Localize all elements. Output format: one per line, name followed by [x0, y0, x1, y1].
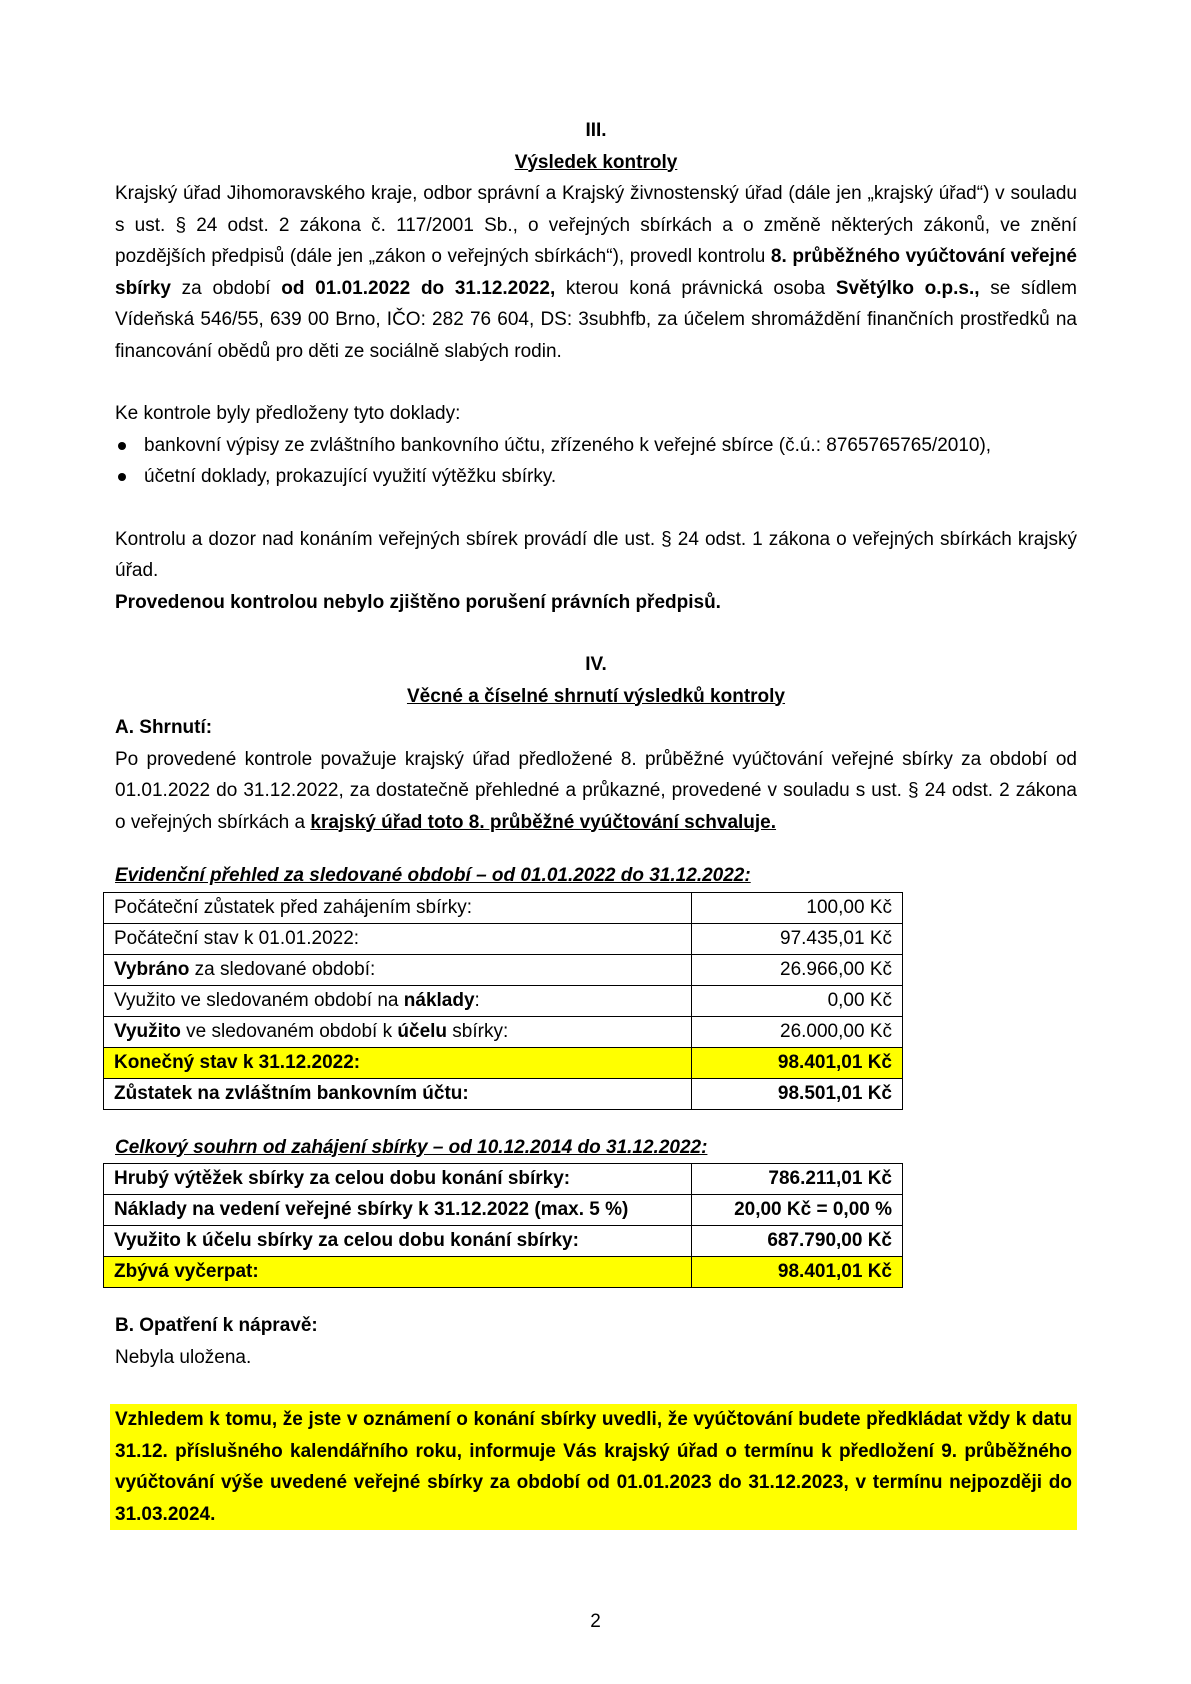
page-number: 2 [590, 1611, 601, 1632]
paragraph-bold-organization: Světýlko o.p.s., [835, 277, 980, 299]
section-number-4: IV. [585, 654, 607, 675]
table-row [104, 1078, 903, 1109]
list-item-text: účetní doklady, prokazující využití výtěžku sbírky. [144, 466, 557, 487]
table-cell-value: 26.000,00 Kč [692, 1016, 903, 1047]
table-cell-label [104, 985, 692, 1016]
spacer [115, 618, 1077, 649]
bullet-icon [118, 473, 126, 481]
table-cell-label [104, 954, 692, 985]
bullet-icon [118, 442, 126, 450]
inspection-result-paragraph [115, 178, 1077, 367]
label-bold: Vybráno [114, 958, 190, 980]
label-text: : [474, 989, 480, 1011]
table-row [104, 923, 903, 954]
supervision-paragraph: Kontrolu a dozor nad konáním veřejných sbírek provádí dle ust. § 24 odst. 1 zákona o veřejných sbírkách krajský úřad. [115, 528, 1077, 581]
deadline-notice: Vzhledem k tomu, že jste v oznámení o konání sbírky uvedli, že vyúčtování budete předkládat vždy k datu 31.12. příslušného kalendářního roku, informuje Vás krajský úřad o termínu k předložení 9. průběžného vyúčtování výše uvedené veřejné sbírky za období od 01.01.2023 do 31.12.2023, v termínu nejpozději do 31.03.2024. [110, 1404, 1077, 1530]
label-text: sbírky: [447, 1020, 509, 1042]
paragraph-bold-settlement: 8. průběžného vyúčtování veřejné sbírky [115, 246, 1078, 299]
table-row [104, 985, 903, 1016]
list-item [115, 430, 1077, 462]
spacer [115, 838, 1077, 860]
remedy-text: Nebyla uložena. [115, 1346, 252, 1368]
page-content [115, 115, 1077, 1530]
table-row-highlighted [104, 1257, 903, 1288]
table-cell-value: 0,00 Kč [692, 985, 903, 1016]
table-cell-label: Konečný stav k 31.12.2022: [104, 1047, 692, 1078]
paragraph-text: se sídlem Vídeňská 546/55, 639 00 Brno, IČO: 282 76 604, DS: 3subhfb, za účelem shromáždění finančních prostředků na financování obědů pro děti ze sociálně slabých rodin. [115, 277, 1077, 362]
section-number-3: III. [585, 120, 607, 141]
table-row [104, 892, 903, 923]
section-title-3: Výsledek kontroly [514, 151, 678, 173]
table-cell-label: Zbývá vyčerpat: [104, 1257, 692, 1288]
table-cell-label: Náklady na vedení veřejné sbírky k 31.12.2022 (max. 5 %) [104, 1195, 692, 1226]
summary-text: Po provedené kontrole považuje krajský úřad předložené 8. průběžné vyúčtování veřejné sbírky za období od 01.01.2022 do 31.12.2022, za dostatečně přehledné a průkazné, provedené v souladu s ust. § 24 odst. 2 zákona o veřejných sbírkách a [115, 748, 1077, 833]
spacer [115, 367, 1077, 398]
label-bold: účelu [397, 1020, 448, 1042]
spacer [115, 493, 1077, 524]
section-title-4: Věcné a číselné shrnutí výsledků kontroly [406, 685, 786, 707]
table-row [104, 1195, 903, 1226]
documents-intro: Ke kontrole byly předloženy tyto doklady: [115, 403, 461, 424]
documents-list [115, 430, 1077, 493]
table-cell-value: 786.211,01 Kč [692, 1164, 903, 1195]
approval-statement: krajský úřad toto 8. průběžné vyúčtování schvaluje. [310, 811, 777, 833]
table-row [104, 1164, 903, 1195]
paragraph-text: za období [170, 277, 282, 299]
spacer [115, 1288, 1077, 1310]
table-cell-label: Hrubý výtěžek sbírky za celou dobu konání sbírky: [104, 1164, 692, 1195]
paragraph-text: kterou koná právnická osoba [555, 277, 836, 299]
table-cell-value: 97.435,01 Kč [692, 923, 903, 954]
table-cell-label: Počáteční zůstatek před zahájením sbírky: [104, 892, 692, 923]
list-item [115, 461, 1077, 493]
table-cell-label: Zůstatek na zvláštním bankovním účtu: [104, 1078, 692, 1109]
table-cell-value: 20,00 Kč = 0,00 % [692, 1195, 903, 1226]
table-row [104, 1226, 903, 1257]
label-text: ve sledovaném období k [180, 1020, 398, 1042]
table-row [104, 954, 903, 985]
table-cell-label [104, 1016, 692, 1047]
table-row [104, 1016, 903, 1047]
label-text: za sledované období: [189, 958, 376, 980]
table-cell-value: 98.401,01 Kč [692, 1047, 903, 1078]
table-cell-value: 98.401,01 Kč [692, 1257, 903, 1288]
paragraph-text: Krajský úřad Jihomoravského kraje, odbor správní a Krajský živnostenský úřad (dále jen „krajský úřad“) v souladu s ust. § 24 odst. 2 zákona č. 117/2001 Sb., o veřejných sbírkách a o změně některých zákonů, ve znění pozdějších předpisů (dále jen „zákon o veřejných sbírkách“), provedl kontrolu [115, 183, 1077, 267]
summary-heading: A. Shrnutí: [115, 717, 213, 738]
label-text: Využito ve sledovaném období na [114, 989, 404, 1011]
table-cell-value: 687.790,00 Kč [692, 1226, 903, 1257]
summary-paragraph [115, 744, 1077, 839]
remedy-heading: B. Opatření k nápravě: [115, 1315, 318, 1336]
spacer [115, 1373, 1077, 1404]
label-bold: Využito [114, 1020, 181, 1042]
paragraph-bold-period: od 01.01.2022 do 31.12.2022, [281, 277, 556, 299]
table-cell-label: Využito k účelu sbírky za celou dobu konání sbírky: [104, 1226, 692, 1257]
label-bold: náklady [403, 989, 475, 1011]
table-cell-label: Počáteční stav k 01.01.2022: [104, 923, 692, 954]
total-summary-table [103, 1163, 903, 1288]
period-overview-table [103, 892, 903, 1110]
spacer [115, 1110, 1077, 1132]
table-cell-value: 26.966,00 Kč [692, 954, 903, 985]
conclusion-text: Provedenou kontrolou nebylo zjištěno porušení právních předpisů. [115, 591, 721, 613]
list-item-text: bankovní výpisy ze zvláštního bankovního účtu, zřízeného k veřejné sbírce (č.ú.: 8765765765/2010), [144, 434, 992, 456]
table-row-highlighted [104, 1047, 903, 1078]
table1-caption: Evidenční přehled za sledované období – od 01.01.2022 do 31.12.2022: [115, 865, 751, 886]
table2-caption: Celkový souhrn od zahájení sbírky – od 10.12.2014 do 31.12.2022: [115, 1136, 708, 1158]
table-cell-value: 100,00 Kč [692, 892, 903, 923]
table-cell-value: 98.501,01 Kč [692, 1078, 903, 1109]
